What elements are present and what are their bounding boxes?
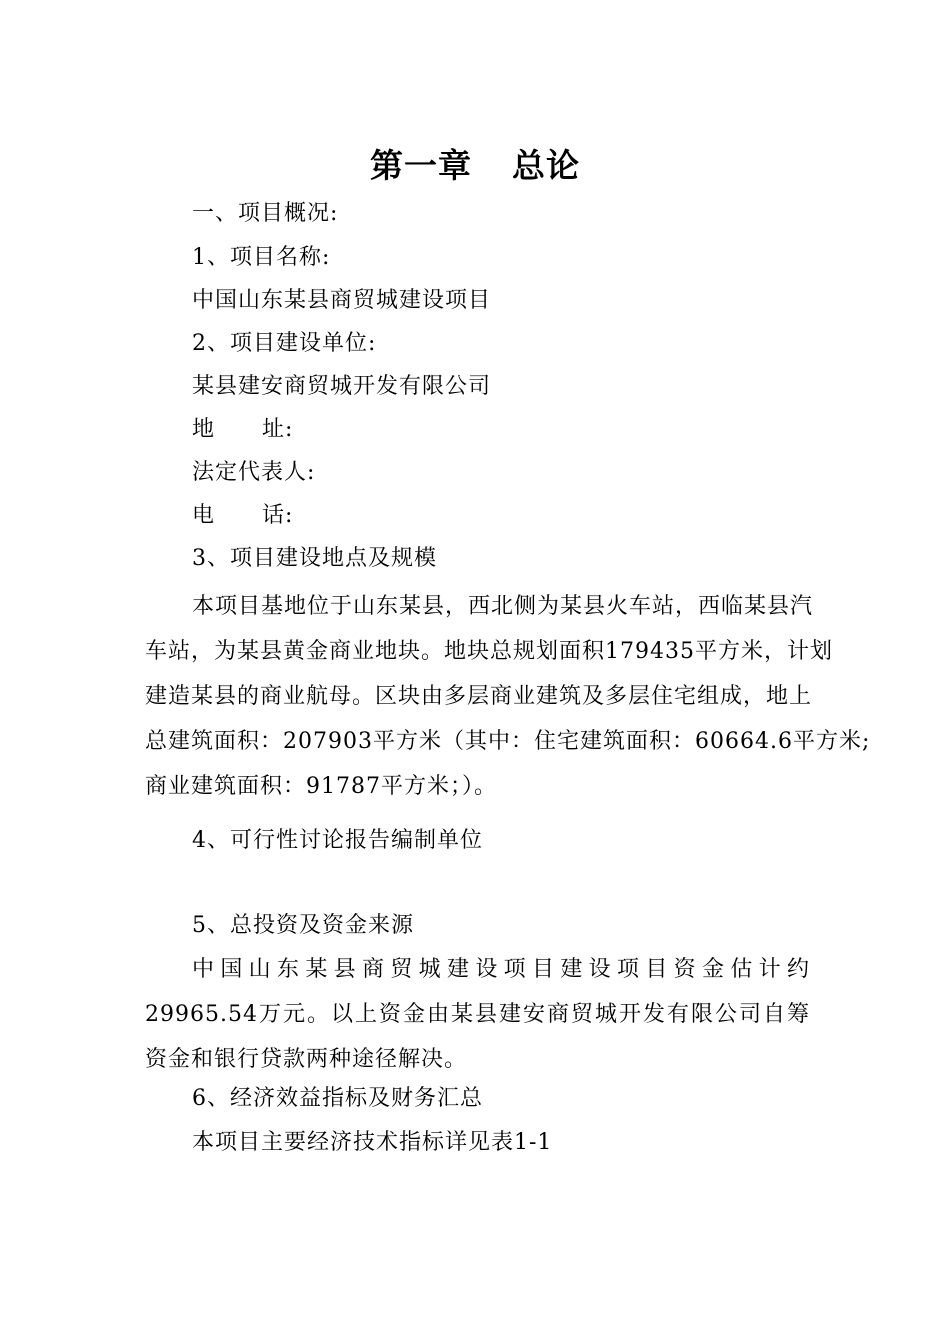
paragraph-line: 商业建筑面积：91787平方米；）。	[145, 774, 497, 799]
item-address-label	[192, 415, 293, 445]
item-table-reference: 本项目主要经济技术指标详见表1-1	[192, 1130, 553, 1155]
paragraph-line: 资金和银行贷款两种途径解决。	[145, 1047, 468, 1072]
item-project-name-label: 1、项目名称:	[192, 245, 331, 270]
item-phone-label	[192, 501, 293, 531]
paragraph-line: 本项目基地位于山东某县，西北侧为某县火车站，西临某县汽	[192, 594, 814, 619]
item-location-scale-heading: 3、项目建设地点及规模	[192, 546, 437, 571]
location-scale-paragraph	[145, 584, 871, 809]
item-economic-indicators-heading: 6、经济效益指标及财务汇总	[192, 1086, 483, 1111]
item-builder-value: 某县建安商贸城开发有限公司	[192, 374, 492, 399]
chapter-name: 总论	[512, 146, 580, 185]
paragraph-line: 29965.54万元。以上资金由某县建安商贸城开发有限公司自筹	[145, 1002, 810, 1027]
item-feasibility-unit-heading: 4、可行性讨论报告编制单位	[192, 828, 483, 853]
chapter-title	[0, 143, 950, 189]
item-builder-label: 2、项目建设单位:	[192, 331, 377, 356]
paragraph-line: 建造某县的商业航母。区块由多层商业建筑及多层住宅组成，地上	[145, 684, 813, 709]
address-label-char1: 地	[192, 417, 216, 442]
chapter-number: 第一章	[370, 146, 472, 185]
item-project-name-value: 中国山东某县商贸城建设项目	[192, 288, 492, 313]
paragraph-line: 车站，为某县黄金商业地块。地块总规划面积179435平方米，计划	[145, 639, 833, 664]
investment-paragraph	[145, 947, 810, 1082]
item-investment-heading: 5、总投资及资金来源	[192, 913, 414, 938]
section-heading-overview: 一、项目概况:	[192, 201, 339, 226]
paragraph-line: 中国山东某县商贸城建设项目建设项目资金估计约	[192, 957, 810, 982]
address-label-char2: 址:	[262, 417, 294, 442]
phone-label-char1: 电	[192, 503, 216, 528]
phone-label-char2: 话:	[262, 503, 294, 528]
paragraph-line: 总建筑面积：207903平方米（其中：住宅建筑面积：60664.6平方米;	[145, 729, 871, 754]
item-legal-rep-label: 法定代表人:	[192, 460, 316, 485]
